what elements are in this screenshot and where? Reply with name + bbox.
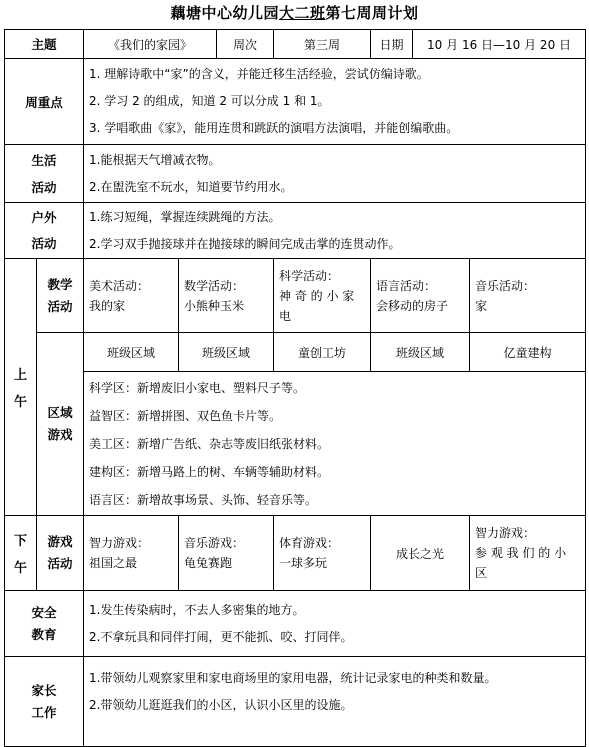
parents-label: 家长 工作 — [5, 657, 84, 747]
area-name: 班级区域 — [371, 333, 470, 372]
date-label: 日期 — [371, 30, 413, 59]
teaching-art: 美术活动： 我的家 — [84, 259, 179, 333]
title-class-name: 大二班 — [278, 4, 326, 22]
weekly-focus-item: 3. 学唱歌曲《家》，能用连贯和跳跃的演唱方法演唱，并能创编歌曲。 — [89, 121, 459, 135]
weekly-focus-item: 1. 理解诗歌中“家”的含义，并能迁移生活经验，尝试仿编诗歌。 — [89, 67, 429, 81]
afternoon-game-row — [5, 516, 586, 591]
theme-value: 《我们的家园》 — [84, 30, 217, 59]
title-prefix: 藕塘中心幼儿园 — [170, 4, 279, 22]
teaching-language: 语言活动： 会移动的房子 — [371, 259, 470, 333]
page-title — [0, 0, 589, 30]
area-details-row — [5, 372, 586, 516]
outdoor-activity-item: 2.学习双手抛接球并在抛接球的瞬间完成击掌的连贯动作。 — [89, 236, 401, 251]
parents-content — [84, 657, 586, 747]
game-sports: 体育游戏： 一球多玩 — [274, 516, 371, 591]
outdoor-activity-content — [84, 203, 586, 259]
area-game-label: 区域 游戏 — [37, 333, 84, 516]
area-details-content — [84, 372, 586, 516]
safety-item: 1.发生传染病时，不去人多密集的地方。 — [89, 602, 305, 617]
theme-label: 主题 — [5, 30, 84, 59]
outdoor-activity-item: 1.练习短绳，掌握连续跳绳的方法。 — [89, 209, 281, 224]
safety-row — [5, 591, 586, 657]
weekly-plan-table — [4, 29, 586, 747]
area-name: 班级区域 — [84, 333, 179, 372]
area-name: 童创工坊 — [274, 333, 371, 372]
life-activity-row — [5, 145, 586, 203]
afternoon-game-label: 游戏 活动 — [37, 516, 84, 591]
title-suffix: 第七周周计划 — [325, 4, 419, 22]
game-intellect-community: 智力游戏： 参 观 我 们 的 小 区 — [470, 516, 586, 591]
weekly-focus-label: 周重点 — [5, 59, 84, 145]
area-detail-item: 科学区：新增废旧小家电、塑料尺子等。 — [89, 380, 306, 395]
header-row — [5, 30, 586, 59]
parents-item: 2.带领幼儿逛逛我们的小区，认识小区里的设施。 — [89, 698, 353, 712]
safety-item: 2.不拿玩具和同伴打闹，更不能抓、咬、打同伴。 — [89, 629, 353, 644]
area-detail-item: 益智区：新增拼图、双色鱼卡片等。 — [89, 408, 282, 423]
game-intellect: 智力游戏： 祖国之最 — [84, 516, 179, 591]
life-activity-item: 2.在盥洗室不玩水，知道要节约用水。 — [89, 179, 293, 194]
parents-item: 1.带领幼儿观察家里和家电商场里的家用电器，统计记录家电的种类和数量。 — [89, 671, 497, 685]
teaching-science: 科学活动： 神 奇 的 小 家 电 — [274, 259, 371, 333]
area-detail-item: 语言区：新增故事场景、头饰、轻音乐等。 — [89, 492, 318, 507]
weekly-focus-item: 2. 学习 2 的组成，知道 2 可以分成 1 和 1。 — [89, 94, 330, 108]
afternoon-label: 下 午 — [5, 516, 37, 591]
area-detail-item: 美工区：新增广告纸、杂志等废旧纸张材料。 — [89, 436, 330, 451]
area-detail-item: 建构区：新增马路上的树、车辆等辅助材料。 — [89, 464, 330, 479]
safety-content — [84, 591, 586, 657]
life-activity-label: 生活 活动 — [5, 145, 84, 203]
weekly-focus-content — [84, 59, 586, 145]
teaching-activity-row — [5, 259, 586, 333]
area-name: 亿童建构 — [470, 333, 586, 372]
morning-label: 上 午 — [5, 259, 37, 516]
parents-row — [5, 657, 586, 747]
weekly-focus-row — [5, 59, 586, 145]
area-names-row — [5, 333, 586, 372]
teaching-math: 数学活动： 小熊种玉米 — [179, 259, 274, 333]
teaching-activity-label: 教学 活动 — [37, 259, 84, 333]
outdoor-activity-label: 户外 活动 — [5, 203, 84, 259]
area-name: 班级区域 — [179, 333, 274, 372]
game-growth-light: 成长之光 — [371, 516, 470, 591]
teaching-music: 音乐活动： 家 — [470, 259, 586, 333]
game-music: 音乐游戏： 龟兔赛跑 — [179, 516, 274, 591]
outdoor-activity-row — [5, 203, 586, 259]
week-label: 周次 — [217, 30, 274, 59]
week-value: 第三周 — [274, 30, 371, 59]
safety-label: 安全 教育 — [5, 591, 84, 657]
life-activity-content — [84, 145, 586, 203]
life-activity-item: 1.能根据天气增减衣物。 — [89, 152, 221, 167]
date-value: 10 月 16 日—10 月 20 日 — [413, 30, 586, 59]
